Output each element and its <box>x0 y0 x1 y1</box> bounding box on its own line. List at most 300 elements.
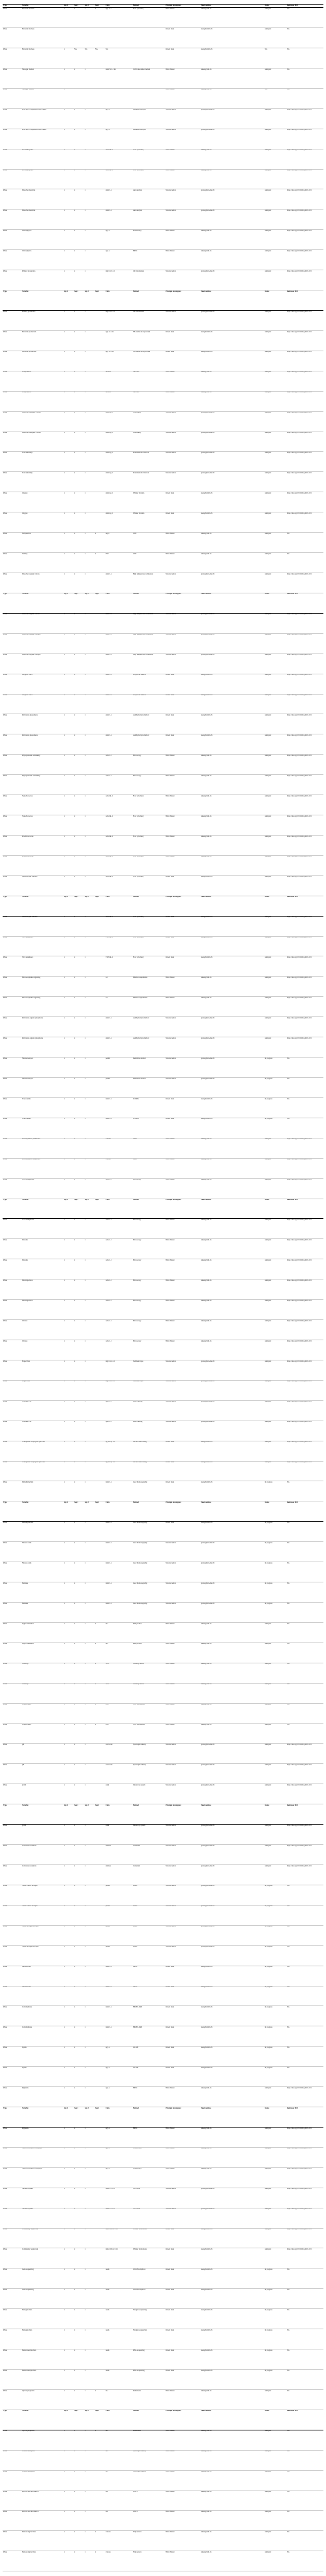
email-cell[interactable]: kade@fabilab.ch <box>200 734 264 755</box>
email-cell[interactable]: kade@fabilab.ch <box>200 1118 264 1138</box>
email-cell[interactable]: tanner@ethz.ch <box>200 68 264 88</box>
email-cell[interactable]: tanner@ethz.ch <box>200 1280 264 1300</box>
email-cell[interactable]: kade@fabilab.ch <box>200 2026 264 2047</box>
email-cell[interactable]: gruber@env.ethz.ch <box>200 1562 264 1582</box>
email-cell[interactable]: tanner@ethz.ch <box>200 553 264 573</box>
sep3-cell: x <box>84 775 95 795</box>
doi-cell[interactable]: https://doi.org/10.5194/bg-2021-101 <box>286 1784 323 1804</box>
email-cell[interactable]: tanner@ethz.ch <box>200 230 264 250</box>
doi-cell[interactable]: https://doi.org/10.5194/bg-2021-101 <box>286 1764 323 1784</box>
email-cell[interactable]: gruber@env.ethz.ch <box>200 573 264 593</box>
doi-cell[interactable]: https://doi.org/10.5194/bg-2021-101 <box>286 936 323 956</box>
sep1-cell: x <box>63 1017 74 1037</box>
email-cell[interactable]: gruber@env.ethz.ch <box>200 1905 264 1925</box>
doi-cell[interactable]: NA <box>286 2047 323 2067</box>
table-row <box>3 492 323 512</box>
doi-cell[interactable]: https://doi.org/10.5194/bg-2021-101 <box>286 149 323 169</box>
email-cell[interactable]: gruber@env.ethz.ch <box>200 653 264 674</box>
email-cell[interactable]: gruber@env.ethz.ch <box>200 432 264 452</box>
doi-cell[interactable]: https://doi.org/10.5194/bg-2021-101 <box>286 815 323 836</box>
email-cell[interactable]: tanner@ethz.ch <box>200 1340 264 1360</box>
email-cell[interactable]: gruber@env.ethz.ch <box>200 108 264 129</box>
doi-cell[interactable]: https://doi.org/10.5194/bg-2021-101 <box>286 755 323 775</box>
email-cell[interactable]: kade@fabilab.ch <box>200 512 264 533</box>
doi-cell[interactable]: https://doi.org/10.5194/bg-2021-101 <box>286 2188 323 2208</box>
sep3-cell: x <box>84 1280 95 1300</box>
email-cell[interactable]: gruber@env.ethz.ch <box>200 1078 264 1098</box>
doi-cell[interactable]: https://doi.org/10.5194/bg-2021-101 <box>286 371 323 391</box>
doi-cell[interactable]: https://doi.org/10.5194/bg-2021-101 <box>286 714 323 734</box>
doi-cell[interactable]: NA <box>286 1925 323 1945</box>
email-cell[interactable]: kade@fabilab.ch <box>200 1986 264 2006</box>
email-cell[interactable]: gruber@env.ethz.ch <box>200 1582 264 1603</box>
email-cell[interactable]: tanner@ethz.ch <box>200 795 264 815</box>
email-cell[interactable]: tanner@ethz.ch <box>200 1622 264 1642</box>
doi-cell[interactable]: https://doi.org/10.5194/bg-2021-101 <box>286 2087 323 2107</box>
email-cell[interactable]: kade@fabilab.ch <box>200 2329 264 2349</box>
email-cell[interactable]: gruber@env.ethz.ch <box>200 189 264 210</box>
doi-cell[interactable]: https://doi.org/10.5194/bg-2021-101 <box>286 1400 323 1421</box>
email-cell[interactable]: gruber@env.ethz.ch <box>200 472 264 492</box>
units-cell: NTU <box>105 1663 132 1683</box>
doi-cell[interactable]: NA <box>286 48 323 69</box>
doi-cell[interactable]: https://doi.org/10.5194/bg-2021-101 <box>286 997 323 1017</box>
email-cell[interactable]: tanner@ethz.ch <box>200 775 264 795</box>
email-cell[interactable]: kade@fabilab.ch <box>200 2067 264 2087</box>
doi-cell[interactable]: NA <box>286 28 323 48</box>
email-cell[interactable]: tanner@ethz.ch <box>200 1259 264 1280</box>
doi-cell[interactable]: NA <box>286 2511 323 2531</box>
doi-cell[interactable]: https://doi.org/10.5194/bg-2021-101 <box>286 2228 323 2248</box>
units-cell: cells mL-1 <box>105 815 132 836</box>
doi-cell[interactable]: NA <box>286 1885 323 1905</box>
email-cell[interactable]: kade@fabilab.ch <box>200 1522 264 1542</box>
table-row <box>3 2289 323 2309</box>
doi-cell[interactable]: https://doi.org/10.5194/bg-2021-101 <box>286 189 323 210</box>
doi-cell[interactable]: https://doi.org/10.5194/bg-2021-101 <box>286 613 323 633</box>
doi-cell[interactable]: NA <box>286 2470 323 2490</box>
doi-cell[interactable]: NA <box>286 1078 323 1098</box>
email-cell[interactable]: tanner@ethz.ch <box>200 1642 264 1663</box>
email-cell[interactable]: kade@fabilab.ch <box>200 48 264 69</box>
email-cell[interactable]: kade@fabilab.ch <box>200 875 264 896</box>
doi-cell[interactable]: https://doi.org/10.5194/bg-2021-101 <box>286 270 323 291</box>
doi-cell[interactable]: NA <box>286 533 323 553</box>
doi-cell[interactable]: NA <box>286 2329 323 2349</box>
email-cell[interactable]: kade@fabilab.ch <box>200 1461 264 1481</box>
email-cell[interactable]: gruber@env.ethz.ch <box>200 1037 264 1058</box>
units-cell: ug XG eq L-1 <box>105 1461 132 1481</box>
doi-cell[interactable]: NA <box>286 68 323 88</box>
doi-cell[interactable]: https://doi.org/10.5194/bg-2021-101 <box>286 734 323 755</box>
email-cell[interactable]: kade@fabilab.ch <box>200 916 264 936</box>
doi-cell[interactable]: https://doi.org/10.5194/bg-2021-101 <box>286 1461 323 1481</box>
doi-cell[interactable]: https://doi.org/10.5194/bg-2021-101 <box>286 977 323 997</box>
email-cell[interactable]: kade@fabilab.ch <box>200 28 264 48</box>
sep4-cell <box>95 210 105 230</box>
pi-cell: Britta Tanner <box>165 553 200 573</box>
email-cell[interactable]: gruber@env.ethz.ch <box>200 1845 264 1865</box>
email-cell[interactable]: tanner@ethz.ch <box>200 2389 264 2410</box>
email-cell[interactable]: gruber@env.ethz.ch <box>200 1380 264 1400</box>
doi-cell[interactable]: https://doi.org/10.5194/bg-2021-101 <box>286 1219 323 1239</box>
units-cell: various <box>105 1138 132 1158</box>
email-cell[interactable]: gruber@env.ethz.ch <box>200 1945 264 1966</box>
email-cell[interactable]: kade@fabilab.ch <box>200 2349 264 2370</box>
doi-cell[interactable]: NA <box>286 1542 323 1562</box>
email-cell[interactable]: gruber@env.ethz.ch <box>200 1421 264 1441</box>
email-cell[interactable]: tanner@ethz.ch <box>200 1158 264 1178</box>
doi-cell[interactable]: NA <box>286 2309 323 2329</box>
variable-cell: Chlorophyll a <box>22 250 63 270</box>
email-cell[interactable]: tanner@ethz.ch <box>200 1300 264 1320</box>
doi-cell[interactable]: https://doi.org/10.5194/bg-2021-101 <box>286 492 323 512</box>
email-cell[interactable]: kade@fabilab.ch <box>200 2309 264 2329</box>
doi-cell[interactable]: https://doi.org/10.5194/bg-2021-101 <box>286 1360 323 1380</box>
email-cell[interactable]: tanner@ethz.ch <box>200 533 264 553</box>
email-cell[interactable]: kade@fabilab.ch <box>200 956 264 977</box>
email-cell[interactable]: gruber@env.ethz.ch <box>200 452 264 472</box>
email-cell[interactable]: tanner@ethz.ch <box>200 169 264 189</box>
email-cell[interactable]: gruber@env.ethz.ch <box>200 1784 264 1804</box>
doi-cell[interactable]: NA <box>286 1663 323 1683</box>
email-cell[interactable]: kade@fabilab.ch <box>200 936 264 956</box>
sep2-cell: x <box>74 129 84 149</box>
doi-cell[interactable]: NA <box>286 1522 323 1542</box>
doi-cell[interactable]: NA <box>286 1562 323 1582</box>
doi-cell[interactable]: NA <box>286 1966 323 1986</box>
email-cell[interactable]: tanner@ethz.ch <box>200 1320 264 1340</box>
type-cell: Phase <box>3 1481 22 1501</box>
doi-cell[interactable]: https://doi.org/10.5194/bg-2021-101 <box>286 1300 323 1320</box>
email-cell[interactable]: kade@fabilab.ch <box>200 330 264 351</box>
email-cell[interactable]: kade@fabilab.ch <box>200 2269 264 2289</box>
email-cell[interactable]: gruber@env.ethz.ch <box>200 1764 264 1784</box>
email-cell[interactable]: tanner@ethz.ch <box>200 2511 264 2531</box>
email-cell[interactable]: kade@fabilab.ch <box>200 1481 264 1501</box>
sep1-cell: x <box>63 68 74 88</box>
email-cell[interactable]: kade@fabilab.ch <box>200 2248 264 2269</box>
sep4-cell <box>95 230 105 250</box>
email-cell[interactable]: tanner@ethz.ch <box>200 2147 264 2167</box>
doi-cell[interactable]: NA <box>286 1118 323 1138</box>
doi-cell[interactable]: NA <box>286 2551 323 2571</box>
doi-cell[interactable]: NA <box>286 2370 323 2390</box>
doi-cell[interactable]: https://doi.org/10.5194/bg-2021-101 <box>286 1178 323 1199</box>
doi-cell[interactable]: NA <box>286 2490 323 2511</box>
doi-cell[interactable]: https://doi.org/10.5194/bg-2021-101 <box>286 1259 323 1280</box>
doi-cell[interactable]: https://doi.org/10.5194/bg-2021-101 <box>286 2147 323 2167</box>
method-cell: Ship sensors <box>132 2531 165 2551</box>
doi-cell[interactable]: NA <box>286 2006 323 2026</box>
email-cell[interactable]: kade@fabilab.ch <box>200 2228 264 2248</box>
doi-cell[interactable]: NA <box>286 1642 323 1663</box>
sep3-cell: x <box>84 977 95 997</box>
table-row <box>3 1219 323 1239</box>
email-cell[interactable]: tanner@ethz.ch <box>200 149 264 169</box>
doi-cell[interactable]: https://doi.org/10.5194/bg-2021-101 <box>286 694 323 714</box>
email-cell[interactable]: gruber@env.ethz.ch <box>200 270 264 291</box>
email-cell[interactable]: tanner@ethz.ch <box>200 855 264 875</box>
email-cell[interactable]: gruber@env.ethz.ch <box>200 1400 264 1421</box>
doi-cell[interactable]: NA <box>286 1097 323 1118</box>
email-cell[interactable]: gruber@env.ethz.ch <box>200 1885 264 1905</box>
email-cell[interactable]: gruber@env.ethz.ch <box>200 310 264 330</box>
email-cell[interactable]: gruber@env.ethz.ch <box>200 1602 264 1622</box>
doi-cell[interactable]: https://doi.org/10.5194/bg-2021-101 <box>286 1845 323 1865</box>
pi-cell: Robert Kade <box>165 2047 200 2067</box>
email-cell[interactable]: kade@fabilab.ch <box>200 1441 264 1461</box>
header-cell: Principal investigator <box>165 2410 200 2430</box>
doi-cell[interactable]: https://doi.org/10.5194/bg-2021-101 <box>286 1017 323 1037</box>
doi-cell[interactable]: NA <box>286 1905 323 1925</box>
sep2-cell: x <box>74 68 84 88</box>
email-cell[interactable]: kade@fabilab.ch <box>200 1966 264 1986</box>
email-cell[interactable]: kade@fabilab.ch <box>200 2006 264 2026</box>
email-cell[interactable]: tanner@ethz.ch <box>200 835 264 855</box>
doi-cell[interactable]: https://doi.org/10.5194/bg-2021-101 <box>286 2208 323 2228</box>
doi-cell[interactable]: https://doi.org/10.5194/bg-2021-101 <box>286 1340 323 1360</box>
email-cell[interactable]: tanner@ethz.ch <box>200 2450 264 2470</box>
table-body <box>3 8 323 2571</box>
email-cell[interactable]: kade@fabilab.ch <box>200 694 264 714</box>
doi-cell[interactable]: https://doi.org/10.5194/bg-2021-101 <box>286 351 323 371</box>
email-cell[interactable]: tanner@ethz.ch <box>200 815 264 836</box>
variable-cell: Diatoms <box>22 1259 63 1280</box>
doi-cell[interactable]: https://doi.org/10.5194/bg-2021-101 <box>286 472 323 492</box>
variable-cell: Stable carbon isotopes <box>22 1885 63 1905</box>
doi-cell[interactable]: NA <box>286 553 323 573</box>
doi-cell[interactable]: https://doi.org/10.5194/bg-2021-101 <box>286 1239 323 1259</box>
sep4-cell <box>95 653 105 674</box>
email-cell[interactable]: tanner@ethz.ch <box>200 2531 264 2551</box>
doi-cell[interactable]: https://doi.org/10.5194/bg-2021-101 <box>286 230 323 250</box>
email-cell[interactable]: tanner@ethz.ch <box>200 1683 264 1703</box>
sep4-cell <box>95 1058 105 1078</box>
doi-cell[interactable]: NA <box>286 1945 323 1966</box>
doi-cell[interactable]: NA <box>286 1986 323 2006</box>
doi-cell[interactable]: https://doi.org/10.5194/bg-2021-101 <box>286 250 323 270</box>
email-cell[interactable]: gruber@env.ethz.ch <box>200 2188 264 2208</box>
doi-cell[interactable]: https://doi.org/10.5194/bg-2021-101 <box>286 855 323 875</box>
table-row <box>3 88 323 108</box>
email-cell[interactable]: gruber@env.ethz.ch <box>200 1017 264 1037</box>
sep3-cell: x <box>84 613 95 633</box>
email-cell[interactable]: gruber@env.ethz.ch <box>200 411 264 432</box>
email-cell[interactable]: gruber@env.ethz.ch <box>200 1360 264 1380</box>
doi-cell[interactable]: NA <box>286 8 323 28</box>
doi-cell[interactable]: NA <box>286 1602 323 1622</box>
email-cell[interactable]: kade@fabilab.ch <box>200 1097 264 1118</box>
doi-cell[interactable]: https://doi.org/10.5194/bg-2021-101 <box>286 956 323 977</box>
email-cell[interactable]: kade@fabilab.ch <box>200 714 264 734</box>
sep4-cell <box>95 1340 105 1360</box>
email-cell[interactable]: tanner@ethz.ch <box>200 1219 264 1239</box>
doi-cell[interactable]: https://doi.org/10.5194/bg-2021-101 <box>286 1280 323 1300</box>
email-cell[interactable]: gruber@env.ethz.ch <box>200 1864 264 1885</box>
table-row <box>3 573 323 593</box>
doi-cell[interactable]: https://doi.org/10.5194/bg-2021-101 <box>286 1825 323 1845</box>
doi-cell[interactable]: https://doi.org/10.5194/bg-2021-101 <box>286 108 323 129</box>
sep4-cell <box>95 1825 105 1845</box>
sep3-cell: x <box>84 2006 95 2026</box>
table-row <box>3 2511 323 2531</box>
doi-cell[interactable]: https://doi.org/10.5194/bg-2021-101 <box>286 875 323 896</box>
email-cell[interactable]: tanner@ethz.ch <box>200 8 264 28</box>
email-cell[interactable]: gruber@env.ethz.ch <box>200 210 264 230</box>
email-cell[interactable]: tanner@ethz.ch <box>200 2470 264 2490</box>
email-cell[interactable]: gruber@env.ethz.ch <box>200 613 264 633</box>
doi-cell[interactable]: NA <box>286 2289 323 2309</box>
email-cell[interactable]: tanner@ethz.ch <box>200 391 264 411</box>
document-page <box>3 4 323 2571</box>
doi-cell[interactable]: NA <box>286 2067 323 2087</box>
doi-cell[interactable]: NA <box>286 1683 323 1703</box>
doi-cell[interactable]: https://doi.org/10.5194/bg-2021-101 <box>286 653 323 674</box>
email-cell[interactable]: tanner@ethz.ch <box>200 2430 264 2450</box>
email-cell[interactable]: kade@fabilab.ch <box>200 2370 264 2390</box>
sep4-cell <box>95 997 105 1017</box>
email-cell[interactable]: tanner@ethz.ch <box>200 997 264 1017</box>
doi-cell[interactable]: NA <box>286 2389 323 2410</box>
email-cell[interactable]: gruber@env.ethz.ch <box>200 129 264 149</box>
doi-cell[interactable]: https://doi.org/10.5194/bg-2021-101 <box>286 169 323 189</box>
units-cell: VLP mL-1 <box>105 956 132 977</box>
pi-cell: Britta Tanner <box>165 835 200 855</box>
doi-cell[interactable]: NA <box>286 2026 323 2047</box>
doi-cell[interactable]: https://doi.org/10.5194/bg-2021-101 <box>286 1744 323 1764</box>
email-cell[interactable]: tanner@ethz.ch <box>200 2551 264 2571</box>
doi-cell[interactable]: NA <box>286 1582 323 1603</box>
email-cell[interactable]: tanner@ethz.ch <box>200 1663 264 1683</box>
doi-cell[interactable]: NA <box>286 1622 323 1642</box>
doi-cell[interactable]: https://doi.org/10.5194/bg-2021-101 <box>286 835 323 855</box>
table-row <box>3 775 323 795</box>
doi-cell[interactable]: https://doi.org/10.5194/bg-2021-101 <box>286 674 323 694</box>
email-cell[interactable]: gruber@env.ethz.ch <box>200 1825 264 1845</box>
doi-cell[interactable]: NA <box>286 1481 323 1501</box>
email-cell[interactable]: gruber@env.ethz.ch <box>200 633 264 653</box>
doi-cell[interactable]: NA <box>286 88 323 108</box>
email-cell[interactable]: tanner@ethz.ch <box>200 2490 264 2511</box>
email-cell[interactable]: gruber@env.ethz.ch <box>200 1542 264 1562</box>
email-cell[interactable]: gruber@env.ethz.ch <box>200 1058 264 1078</box>
doi-cell[interactable]: https://doi.org/10.5194/bg-2021-101 <box>286 2167 323 2188</box>
header-cell: Email address <box>200 1199 264 1219</box>
doi-cell[interactable]: NA <box>286 1703 323 1723</box>
email-cell[interactable]: tanner@ethz.ch <box>200 2087 264 2107</box>
email-cell[interactable]: tanner@ethz.ch <box>200 250 264 270</box>
doi-cell[interactable]: https://doi.org/10.5194/bg-2021-101 <box>286 391 323 411</box>
doi-cell[interactable]: https://doi.org/10.5194/bg-2021-101 <box>286 633 323 653</box>
doi-cell[interactable]: https://doi.org/10.5194/bg-2021-101 <box>286 1380 323 1400</box>
doi-cell[interactable]: https://doi.org/10.5194/bg-2021-101 <box>286 573 323 593</box>
doi-cell[interactable]: NA <box>286 2531 323 2551</box>
doi-cell[interactable]: NA <box>286 2349 323 2370</box>
doi-cell[interactable]: https://doi.org/10.5194/bg-2021-101 <box>286 795 323 815</box>
email-cell[interactable]: tanner@ethz.ch <box>200 1138 264 1158</box>
email-cell[interactable]: tanner@ethz.ch <box>200 1178 264 1199</box>
doi-cell[interactable]: NA <box>286 1058 323 1078</box>
status-cell: Analyzed <box>264 734 286 755</box>
sep3-cell: x <box>84 1441 95 1461</box>
method-cell: 3H-leucine incorporation <box>132 330 165 351</box>
email-cell[interactable]: kade@fabilab.ch <box>200 492 264 512</box>
email-cell[interactable]: tanner@ethz.ch <box>200 2167 264 2188</box>
doi-cell[interactable]: https://doi.org/10.5194/bg-2021-101 <box>286 310 323 330</box>
doi-cell[interactable]: NA <box>286 1723 323 1744</box>
doi-cell[interactable]: https://doi.org/10.5194/bg-2021-101 <box>286 1037 323 1058</box>
doi-cell[interactable]: https://doi.org/10.5194/bg-2021-101 <box>286 775 323 795</box>
method-cell: Net tows <box>132 391 165 411</box>
doi-cell[interactable]: https://doi.org/10.5194/bg-2021-101 <box>286 916 323 936</box>
status-cell: In progress <box>264 2349 286 2370</box>
doi-cell[interactable]: https://doi.org/10.5194/bg-2021-101 <box>286 1864 323 1885</box>
sep1-cell: x <box>63 330 74 351</box>
doi-cell[interactable]: https://doi.org/10.5194/bg-2021-101 <box>286 330 323 351</box>
doi-cell[interactable]: NA <box>286 2269 323 2289</box>
doi-cell[interactable]: https://doi.org/10.5194/bg-2021-101 <box>286 2248 323 2269</box>
email-cell[interactable]: kade@fabilab.ch <box>200 2047 264 2067</box>
email-cell[interactable]: tanner@ethz.ch <box>200 2127 264 2147</box>
doi-cell[interactable]: https://doi.org/10.5194/bg-2021-101 <box>286 1441 323 1461</box>
doi-cell[interactable]: https://doi.org/10.5194/bg-2021-101 <box>286 1320 323 1340</box>
sep1-cell: x <box>63 714 74 734</box>
email-cell[interactable]: tanner@ethz.ch <box>200 88 264 108</box>
doi-cell[interactable]: https://doi.org/10.5194/bg-2021-101 <box>286 452 323 472</box>
doi-cell[interactable]: https://doi.org/10.5194/bg-2021-101 <box>286 2127 323 2147</box>
sep4-cell <box>95 2208 105 2228</box>
email-cell[interactable]: gruber@env.ethz.ch <box>200 2208 264 2228</box>
method-cell: Spectrophotometry <box>132 2470 165 2490</box>
sep4-cell <box>95 1784 105 1804</box>
doi-cell[interactable]: https://doi.org/10.5194/bg-2021-101 <box>286 411 323 432</box>
email-cell[interactable]: kade@fabilab.ch <box>200 351 264 371</box>
doi-cell[interactable]: https://doi.org/10.5194/bg-2021-101 <box>286 512 323 533</box>
email-cell[interactable]: tanner@ethz.ch <box>200 755 264 775</box>
email-cell[interactable]: kade@fabilab.ch <box>200 674 264 694</box>
pi-cell: Robert Kade <box>165 956 200 977</box>
pi-cell: Britta Tanner <box>165 8 200 28</box>
email-cell[interactable]: gruber@env.ethz.ch <box>200 1744 264 1764</box>
email-cell[interactable]: tanner@ethz.ch <box>200 1239 264 1259</box>
sep4-cell <box>95 88 105 108</box>
email-cell[interactable]: tanner@ethz.ch <box>200 977 264 997</box>
email-cell[interactable]: kade@fabilab.ch <box>200 2289 264 2309</box>
doi-cell[interactable]: https://doi.org/10.5194/bg-2021-101 <box>286 210 323 230</box>
variable-cell: Metagenomics <box>22 2329 63 2349</box>
doi-cell[interactable]: NA <box>286 2430 323 2450</box>
email-cell[interactable]: tanner@ethz.ch <box>200 1703 264 1723</box>
doi-cell[interactable]: https://doi.org/10.5194/bg-2021-101 <box>286 432 323 452</box>
sep2-cell: x <box>74 956 84 977</box>
type-cell: Phase <box>3 48 22 69</box>
doi-cell[interactable]: NA <box>286 2450 323 2470</box>
doi-cell[interactable]: https://doi.org/10.5194/bg-2021-101 <box>286 129 323 149</box>
email-cell[interactable]: tanner@ethz.ch <box>200 371 264 391</box>
doi-cell[interactable]: https://doi.org/10.5194/bg-2021-101 <box>286 1421 323 1441</box>
header-cell: Email address <box>200 1804 264 1825</box>
table-row <box>3 1784 323 1804</box>
doi-cell[interactable]: https://doi.org/10.5194/bg-2021-101 <box>286 1158 323 1178</box>
method-cell: GC-MS <box>132 2047 165 2067</box>
email-cell[interactable]: tanner@ethz.ch <box>200 1723 264 1744</box>
sep3-cell: x <box>84 391 95 411</box>
email-cell[interactable]: gruber@env.ethz.ch <box>200 1925 264 1945</box>
units-cell: d-1 <box>105 977 132 997</box>
pi-cell: Britta Tanner <box>165 1642 200 1663</box>
doi-cell[interactable]: https://doi.org/10.5194/bg-2021-101 <box>286 1138 323 1158</box>
